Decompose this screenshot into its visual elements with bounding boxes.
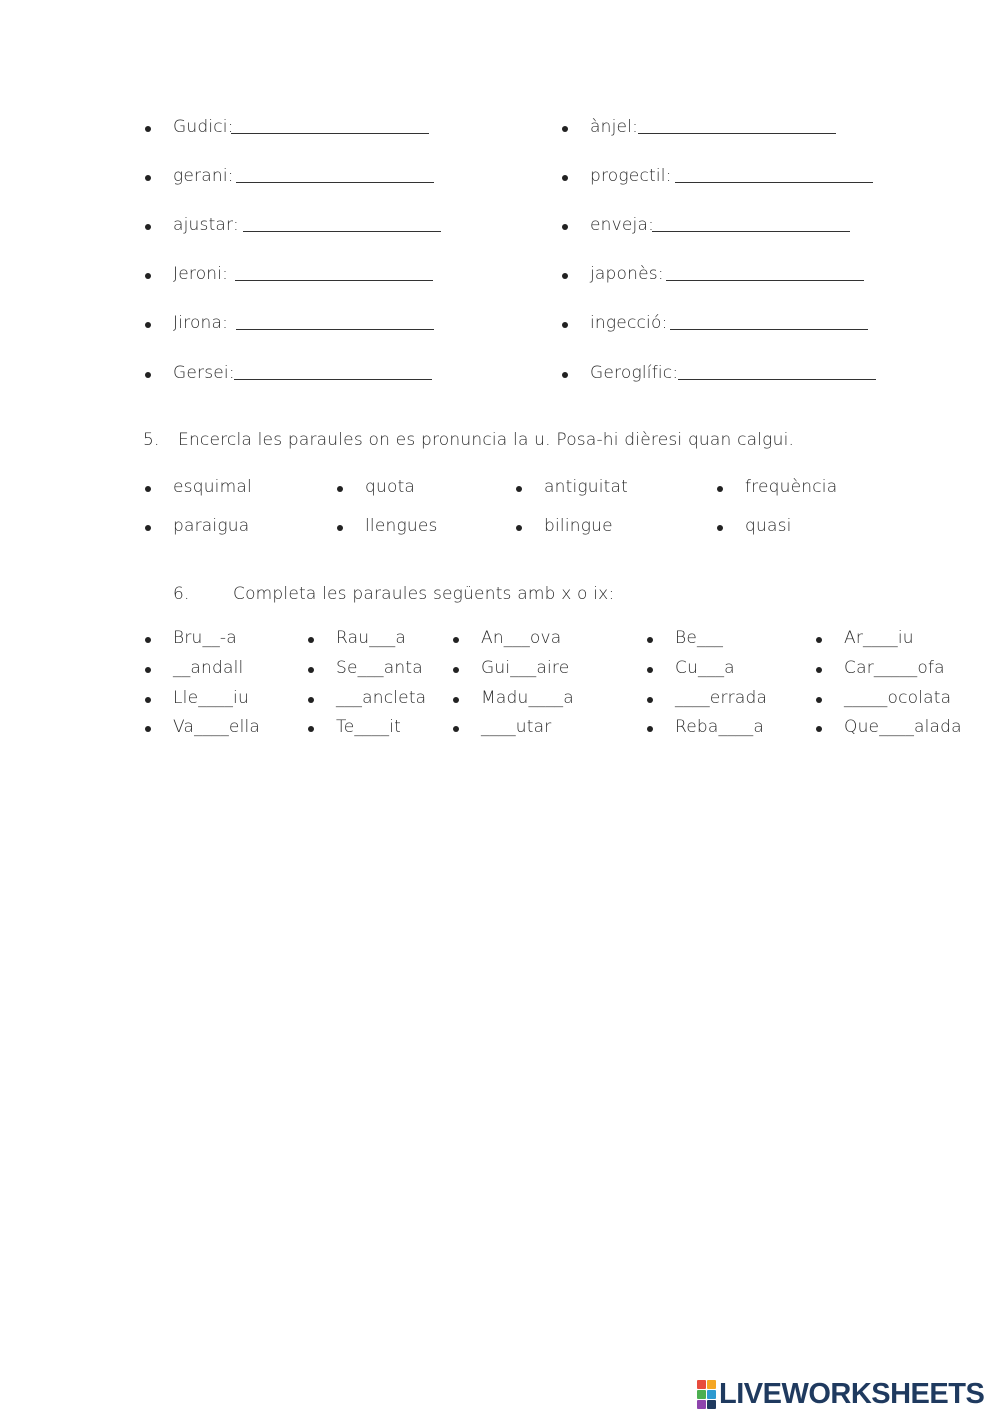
bullet bbox=[816, 637, 822, 643]
bullet bbox=[717, 486, 723, 492]
bullet bbox=[647, 726, 653, 732]
bullet bbox=[562, 372, 568, 378]
bullet bbox=[337, 525, 343, 531]
word-label: ànjel: bbox=[590, 117, 639, 137]
bullet bbox=[308, 726, 314, 732]
bullet bbox=[453, 637, 459, 643]
fill-word[interactable]: Te____it bbox=[336, 717, 401, 737]
answer-line[interactable] bbox=[234, 379, 432, 380]
bullet bbox=[145, 372, 151, 378]
bullet bbox=[453, 697, 459, 703]
logo-cell bbox=[697, 1390, 706, 1399]
bullet bbox=[516, 486, 522, 492]
answer-line[interactable] bbox=[235, 280, 433, 281]
word-label: ajustar: bbox=[173, 215, 239, 235]
fill-word[interactable]: ____errada bbox=[675, 688, 768, 708]
fill-word[interactable]: Madu____a bbox=[481, 688, 574, 708]
fill-word[interactable]: Be___ bbox=[675, 628, 724, 648]
fill-word[interactable]: ____utar bbox=[481, 717, 552, 737]
word-label: progectil: bbox=[590, 166, 672, 186]
logo-cell bbox=[707, 1390, 716, 1399]
bullet bbox=[562, 322, 568, 328]
bullet bbox=[308, 667, 314, 673]
bullet bbox=[816, 667, 822, 673]
fill-word[interactable]: Lle____iu bbox=[173, 688, 249, 708]
fill-word[interactable]: Gui___aire bbox=[481, 658, 570, 678]
bullet bbox=[562, 224, 568, 230]
bullet bbox=[562, 273, 568, 279]
logo-cell bbox=[707, 1400, 716, 1409]
word-option[interactable]: frequència bbox=[745, 477, 838, 497]
bullet bbox=[308, 637, 314, 643]
answer-line[interactable] bbox=[638, 133, 836, 134]
fill-word[interactable]: Bru__-a bbox=[173, 628, 237, 648]
logo-cell bbox=[697, 1380, 706, 1389]
answer-line[interactable] bbox=[236, 182, 434, 183]
logo-mark-icon bbox=[697, 1380, 716, 1409]
word-label: Gudici: bbox=[173, 117, 234, 137]
word-option[interactable]: quota bbox=[365, 477, 416, 497]
bullet bbox=[145, 224, 151, 230]
bullet bbox=[145, 273, 151, 279]
bullet bbox=[337, 486, 343, 492]
fill-word[interactable]: ___ancleta bbox=[336, 688, 427, 708]
bullet bbox=[562, 126, 568, 132]
fill-word[interactable]: Car_____ofa bbox=[844, 658, 945, 678]
word-option[interactable]: quasi bbox=[745, 516, 792, 536]
bullet bbox=[816, 726, 822, 732]
bullet bbox=[145, 126, 151, 132]
answer-line[interactable] bbox=[666, 280, 864, 281]
fill-word[interactable]: Cu___a bbox=[675, 658, 735, 678]
section-number: 6. bbox=[173, 584, 190, 604]
fill-word[interactable]: Rau___a bbox=[336, 628, 406, 648]
word-option[interactable]: bilingue bbox=[544, 516, 613, 536]
bullet bbox=[145, 525, 151, 531]
answer-line[interactable] bbox=[243, 231, 441, 232]
word-label: ingecció: bbox=[590, 313, 668, 333]
word-label: Geroglífic: bbox=[590, 363, 679, 383]
answer-line[interactable] bbox=[678, 379, 876, 380]
fill-word[interactable]: Que____alada bbox=[844, 717, 962, 737]
bullet bbox=[453, 667, 459, 673]
answer-line[interactable] bbox=[670, 329, 868, 330]
bullet bbox=[145, 486, 151, 492]
bullet bbox=[308, 697, 314, 703]
answer-line[interactable] bbox=[675, 182, 873, 183]
section-number: 5. bbox=[143, 430, 160, 450]
bullet bbox=[145, 175, 151, 181]
word-label: Jirona: bbox=[173, 313, 229, 333]
bullet bbox=[145, 697, 151, 703]
fill-word[interactable]: Reba____a bbox=[675, 717, 764, 737]
bullet bbox=[516, 525, 522, 531]
bullet bbox=[647, 697, 653, 703]
word-label: Jeroni: bbox=[173, 264, 229, 284]
bullet bbox=[145, 637, 151, 643]
word-option[interactable]: esquimal bbox=[173, 477, 252, 497]
bullet bbox=[647, 667, 653, 673]
logo-text: LIVEWORKSHEETS bbox=[719, 1377, 985, 1410]
fill-word[interactable]: _____ocolata bbox=[844, 688, 952, 708]
fill-word[interactable]: Va____ella bbox=[173, 717, 261, 737]
word-option[interactable]: antiguitat bbox=[544, 477, 629, 497]
fill-word[interactable]: An___ova bbox=[481, 628, 562, 648]
bullet bbox=[145, 726, 151, 732]
fill-word[interactable]: __andall bbox=[173, 658, 244, 678]
bullet bbox=[145, 322, 151, 328]
section-instruction: Completa les paraules següents amb x o ix: bbox=[233, 584, 615, 604]
logo-cell bbox=[707, 1380, 716, 1389]
answer-line[interactable] bbox=[236, 329, 434, 330]
word-option[interactable]: paraigua bbox=[173, 516, 250, 536]
word-label: enveja: bbox=[590, 215, 655, 235]
bullet bbox=[647, 637, 653, 643]
word-label: japonès: bbox=[590, 264, 664, 284]
logo-cell bbox=[697, 1400, 706, 1409]
bullet bbox=[562, 175, 568, 181]
word-option[interactable]: llengues bbox=[365, 516, 438, 536]
answer-line[interactable] bbox=[231, 133, 429, 134]
answer-line[interactable] bbox=[652, 231, 850, 232]
bullet bbox=[816, 697, 822, 703]
word-label: Gersei: bbox=[173, 363, 235, 383]
section-instruction: Encercla les paraules on es pronuncia la u. Posa-hi dièresi quan calgui. bbox=[178, 430, 795, 450]
liveworksheets-logo bbox=[697, 1378, 984, 1410]
fill-word[interactable]: Ar____iu bbox=[844, 628, 914, 648]
fill-word[interactable]: Se___anta bbox=[336, 658, 423, 678]
bullet bbox=[145, 667, 151, 673]
bullet bbox=[453, 726, 459, 732]
word-label: gerani: bbox=[173, 166, 234, 186]
bullet bbox=[717, 525, 723, 531]
